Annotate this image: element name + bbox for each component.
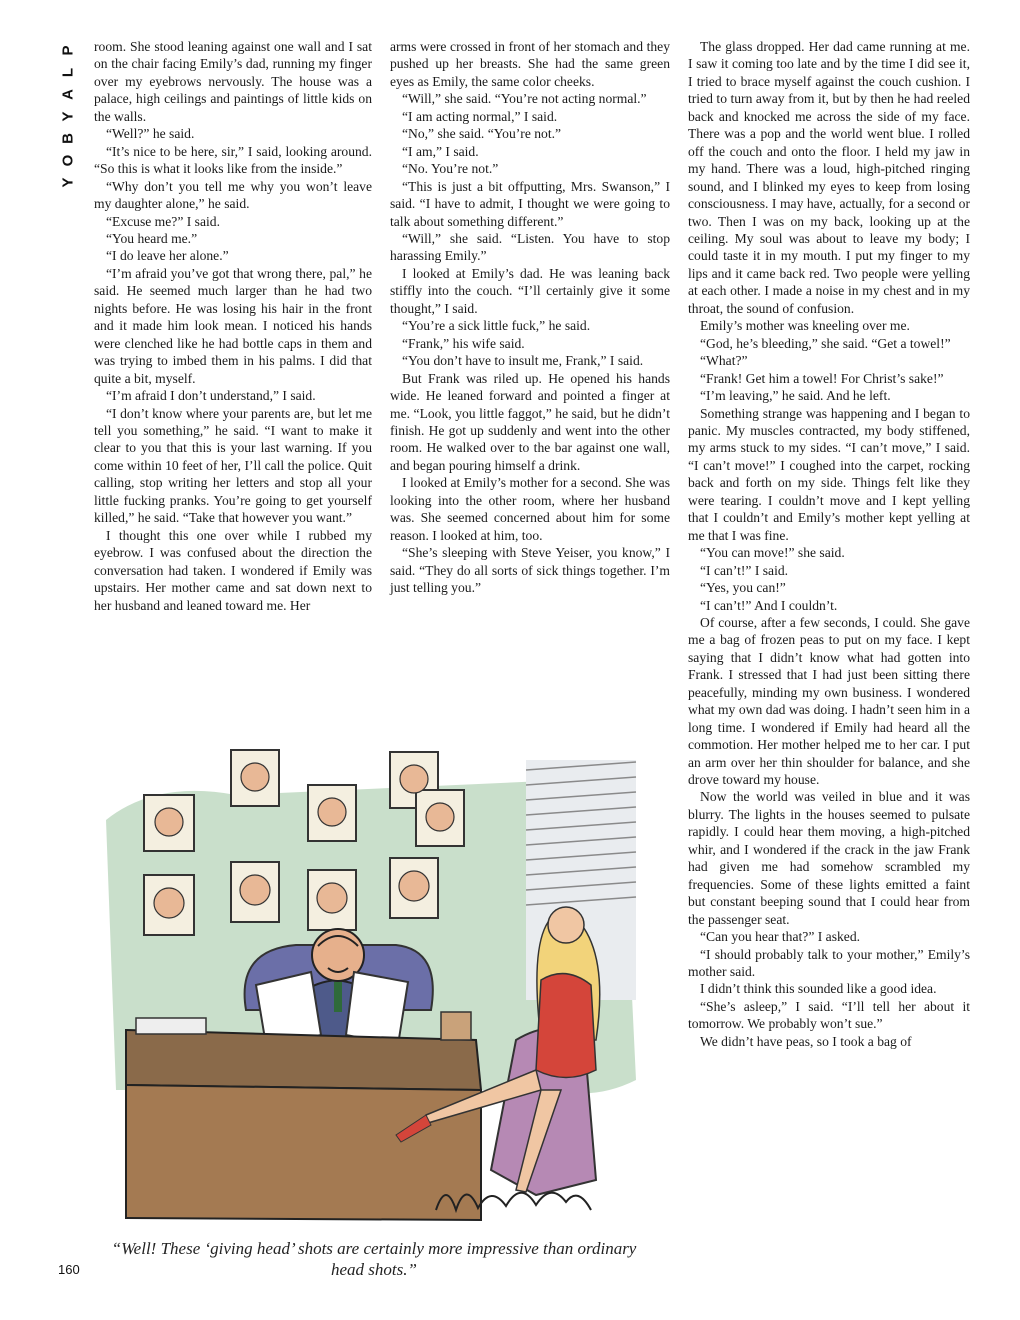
- paragraph: “Excuse me?” I said.: [106, 213, 220, 229]
- logo-letter: Y: [59, 177, 77, 188]
- paragraph: “Frank! Get him a towel! For Christ’s sake!”: [700, 370, 944, 386]
- paragraph: “I am acting normal,” I said.: [402, 108, 558, 124]
- paragraph: “I don’t know where your parents are, but let me tell you something,” he said. “I want to make it clear to you that this is your last warning. If you come within 10 feet of her, I’ll call the police. Quit calling, stop writing her letters and stop all your little fucking pranks. You’re going to get yourself killed,” he said. “Take that however you want.”: [94, 405, 372, 526]
- paragraph: “This is just a bit offputting, Mrs. Swanson,” I said. “I have to admit, I thought we were going to talk about something different.”: [390, 178, 670, 229]
- paragraph: “You heard me.”: [106, 230, 198, 246]
- paragraph: “Yes, you can!”: [700, 580, 786, 596]
- paragraph: “She’s asleep,” I said. “I’ll tell her about it tomorrow. We probably won’t sue.”: [688, 998, 970, 1032]
- paragraph: “What?”: [700, 353, 748, 369]
- logo-letter: Y: [59, 111, 77, 122]
- paragraph: We didn’t have peas, so I took a bag of: [700, 1033, 912, 1049]
- paragraph: “I’m afraid you’ve got that wrong there, pal,” he said. He seemed much larger than he had two nights before. He was losing his hair in the front and it made him look mean. I noticed his hands were clenched like he had bottle caps in them and was trying to imbed them in his palms. I did that quite a bit, myself.: [94, 265, 372, 386]
- logo-letter: L: [59, 67, 77, 78]
- paragraph: “I’m afraid I don’t understand,” I said.: [106, 388, 316, 404]
- logo-letter: P: [59, 45, 77, 56]
- paragraph: “Why don’t you tell me why you won’t leave my daughter alone,” he said.: [94, 178, 372, 212]
- paragraph: The glass dropped. Her dad came running at me. I saw it coming too late and by the time I did see it, I tried to brace myself against the couch cushion. I tried to turn away from it, but by then he had reeled back and knocked me across the side of my face. There was a pop and the world went blue. I rolled off the couch and onto the floor. I held my jaw in my hand. There was a loud, high-pitched ringing sound, and I blinked my eyes to keep from losing consciousness. I may have, actually, for a second or two. Then I was on my back, looking up at the ceiling. My soul was about to leave my body; I could taste it in my mouth. I put my finger to my lips and it came back red. Two people were yelling at each other. I made a noise in my chest and in my throat, the sound of confusion.: [688, 39, 970, 316]
- text-column-1: [94, 38, 372, 614]
- logo-letter: A: [59, 89, 77, 100]
- page-number: 160: [58, 1262, 80, 1277]
- paragraph: I didn’t think this sounded like a good idea.: [700, 981, 937, 997]
- paragraph: “No. You’re not.”: [402, 161, 499, 177]
- cartoon-caption: “Well! These ‘giving head’ shots are certainly more impressive than ordinary head shots.”: [111, 1239, 637, 1279]
- paragraph: “I’m leaving,” he said. And he left.: [700, 388, 891, 404]
- paragraph: Of course, after a few seconds, I could. She gave me a bag of frozen peas to put on my face. I kept saying that I didn’t know what had gotten into Frank. I stressed that I had just been sitting there peacefully, minding my own business. I wondered what my own dad was doing. I hadn’t seen him in a long time. I wondered if Emily had heard all the commotion. Her mother helped me to her car. I put an arm over her thin shoulder for balance, and she drove toward my house.: [688, 614, 970, 788]
- paragraph: “No,” she said. “You’re not.”: [402, 126, 562, 142]
- paragraph: arms were crossed in front of her stomach and they pushed up her breasts. She had the same green eyes as Emily, the same color cheeks.: [390, 39, 670, 89]
- paragraph: “Can you hear that?” I asked.: [700, 929, 861, 945]
- paragraph: “I can’t!” And I couldn’t.: [700, 597, 838, 613]
- paragraph: “Will,” she said. “You’re not acting normal.”: [402, 91, 647, 107]
- paragraph: Something strange was happening and I began to panic. My muscles contracted, my body stiffened, my arms stuck to my sides. “I can’t move,” I said. “I can’t move!” I coughed into the carpet, rocking back and forth on my side. Things felt like they were tearing. I couldn’t move and I kept yelling that I couldn’t and Emily’s mother kept yelling at me that I was fine.: [688, 405, 970, 543]
- paragraph: Emily’s mother was kneeling over me.: [700, 318, 910, 334]
- text-column-3: [688, 38, 970, 1050]
- paragraph: “Will,” she said. “Listen. You have to stop harassing Emily.”: [390, 230, 670, 264]
- paragraph: “God, he’s bleeding,” she said. “Get a towel!”: [700, 335, 951, 351]
- desk: [126, 1030, 481, 1090]
- paragraph: Now the world was veiled in blue and it was blurry. The lights in the houses seemed to pulsate rapidly. I could hear them moving, a high-pitched whir, and I wondered if the crack in the jaw Frank had given me had somehow scrambled my frequencies. Some of these lights emitted a faint but constant beeping sound that I could hear from the passenger seat.: [688, 789, 970, 927]
- paragraph: I looked at Emily’s dad. He was leaning back stiffly into the couch. “I’ll certainly give it some thought,” I said.: [390, 265, 670, 316]
- text-column-2: [390, 38, 670, 597]
- paragraph: “You don’t have to insult me, Frank,” I said.: [402, 353, 644, 369]
- paragraph: “I do leave her alone.”: [106, 248, 229, 264]
- paragraph: I looked at Emily’s mother for a second. She was looking into the other room, where her husband was. She seemed concerned about him for some reason. I looked at him, too.: [390, 475, 670, 543]
- paragraph: “You’re a sick little fuck,” he said.: [402, 318, 591, 334]
- logo-letter: B: [59, 133, 77, 144]
- paragraph: “I am,” I said.: [402, 143, 479, 159]
- paragraph: But Frank was riled up. He opened his hands wide. He leaned forward and pointed a finger at me. “Look, you little faggot,” he said, but he didn’t finish. He got up suddenly and went into the other room. He walked over to the bar against one wall, and began pouring himself a drink.: [390, 370, 670, 473]
- paragraph: “You can move!” she said.: [700, 545, 845, 561]
- paragraph: room. She stood leaning against one wall and I sat on the chair facing Emily’s dad, running my finger over my eyebrows nervously. The house was a palace, high ceilings and paintings of little kids on the walls.: [94, 39, 372, 124]
- magazine-sidebar-logo: [58, 42, 78, 302]
- paragraph: “I can’t!” I said.: [700, 562, 789, 578]
- paragraph: “Well?” he said.: [106, 126, 195, 142]
- paragraph: “It’s nice to be here, sir,” I said, looking around. “So this is what it looks like from the inside.”: [94, 143, 372, 177]
- cartoon-illustration: [96, 740, 652, 1230]
- paragraph: “She’s sleeping with Steve Yeiser, you know,” I said. “They do all sorts of sick things together. I’m just telling you.”: [390, 545, 670, 596]
- paragraph: “I should probably talk to your mother,” Emily’s mother said.: [688, 946, 970, 980]
- paragraph: “Frank,” his wife said.: [402, 335, 525, 351]
- logo-letter: O: [59, 154, 77, 167]
- paragraph: I thought this one over while I rubbed my eyebrow. I was confused about the direction the conversation had taken. I wondered if Emily was upstairs. Her mother came and sat down next to her husband and leaned toward me. Her: [94, 527, 372, 613]
